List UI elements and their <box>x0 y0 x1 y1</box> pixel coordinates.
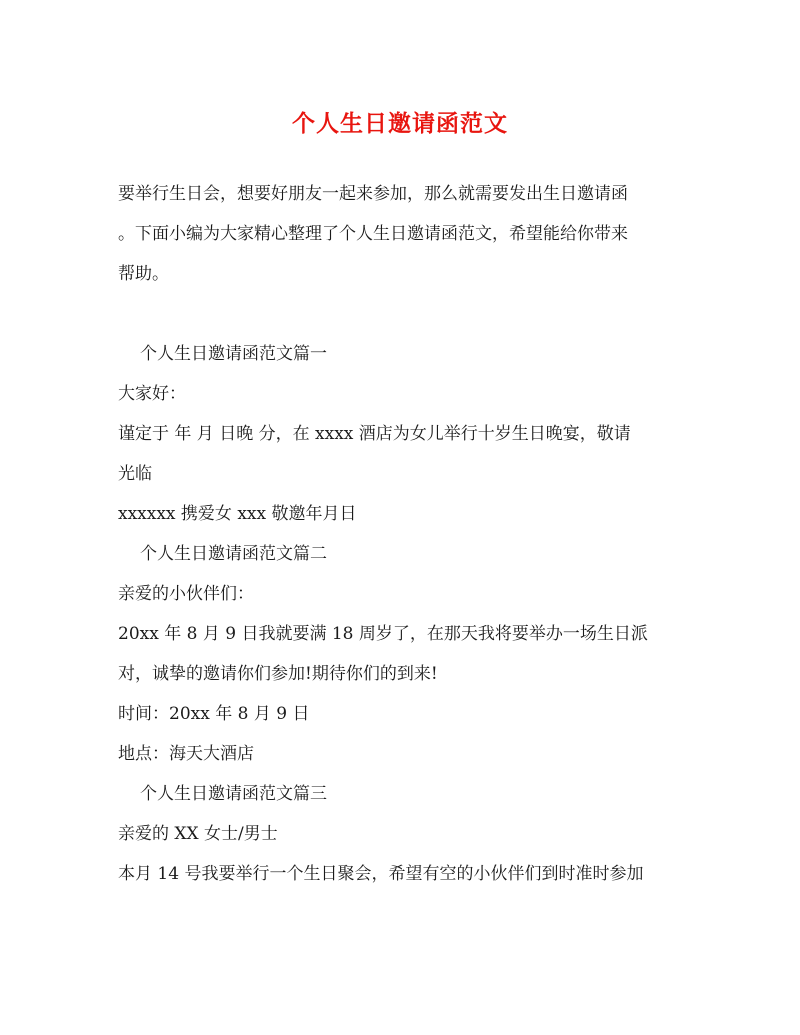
paragraph-line: 对，诚挚的邀请你们参加!期待你们的到来! <box>118 664 438 684</box>
paragraph-line: 光临 <box>118 464 152 484</box>
document-title: 个人生日邀请函范文 <box>292 110 508 137</box>
section-heading: 个人生日邀请函范文篇二 <box>140 544 327 564</box>
paragraph-line: 本月 14 号我要举行一个生日聚会，希望有空的小伙伴们到时准时参加 <box>118 864 644 884</box>
intro-line: 要举行生日会，想要好朋友一起来参加，那么就需要发出生日邀请函 <box>118 184 628 204</box>
intro-line: 帮助。 <box>118 264 169 284</box>
intro-line: 。下面小编为大家精心整理了个人生日邀请函范文，希望能给你带来 <box>118 224 628 244</box>
paragraph-line: 地点：海天大酒店 <box>118 744 254 764</box>
paragraph-line: 谨定于 年 月 日晚 分，在 xxxx 酒店为女儿举行十岁生日晚宴，敬请 <box>118 424 631 444</box>
paragraph-line: 大家好： <box>118 384 186 404</box>
section-heading: 个人生日邀请函范文篇一 <box>140 344 327 364</box>
paragraph-line: 亲爱的小伙伴们： <box>118 584 254 604</box>
blank-line <box>118 294 686 334</box>
document-body <box>118 174 686 894</box>
paragraph-line: xxxxxx 携爱女 xxx 敬邀年月日 <box>118 504 357 524</box>
section-heading: 个人生日邀请函范文篇三 <box>140 784 327 804</box>
paragraph-line: 亲爱的 XX 女士/男士 <box>118 824 278 844</box>
paragraph-line: 时间：20xx 年 8 月 9 日 <box>118 704 310 724</box>
paragraph-line: 20xx 年 8 月 9 日我就要满 18 周岁了，在那天我将要举办一场生日派 <box>118 624 648 644</box>
